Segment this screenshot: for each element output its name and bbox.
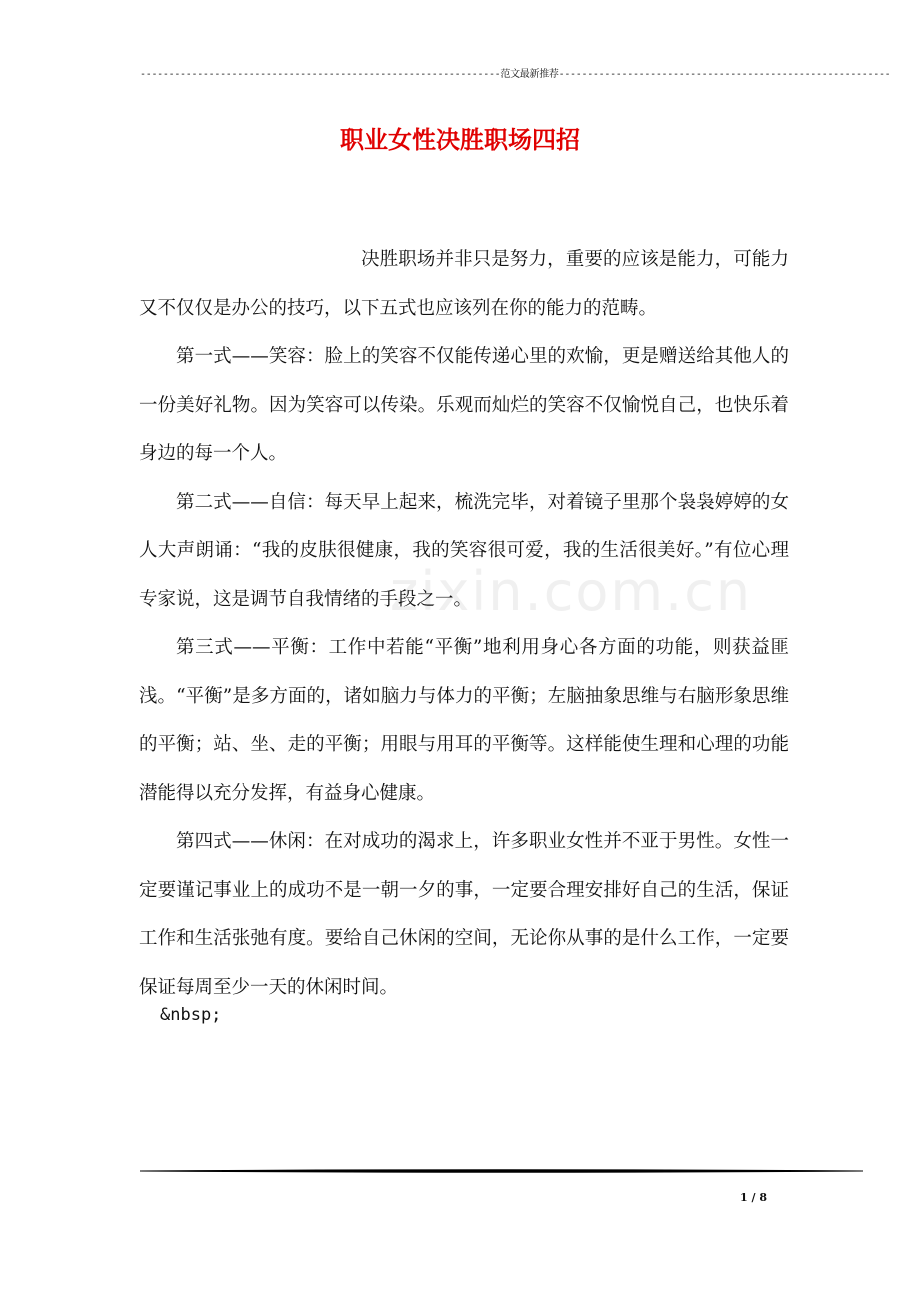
trailing-text: &nbsp; xyxy=(160,1005,222,1025)
page-header-banner: ---------------------------------------------------------------范文最新推荐---------------------------------------------------------- xyxy=(140,69,891,80)
paragraph-balance: 第三式——平衡：工作中若能“平衡”地利用身心各方面的功能，则获益匪浅。“平衡”是多方面的，诸如脑力与体力的平衡；左脑抽象思维与右脑形象思维的平衡；站、坐、走的平衡；用眼与用耳的平衡等。这样能使生理和心理的功能潜能得以充分发挥，有益身心健康。 xyxy=(139,637,789,804)
watermark: zixin.com.cn xyxy=(390,560,753,623)
page-number: 1 / 8 xyxy=(740,1191,767,1204)
intro-paragraph: 决胜职场并非只是努力，重要的应该是能力，可能力又不仅仅是办公的技巧，以下五式也应该列在你的能力的范畴。 xyxy=(139,249,789,319)
document-body xyxy=(139,236,789,1012)
footer-divider xyxy=(140,1164,863,1180)
paragraph-smile: 第一式——笑容：脸上的笑容不仅能传递心里的欢愉，更是赠送给其他人的一份美好礼物。因为笑容可以传染。乐观而灿烂的笑容不仅愉悦自己，也快乐着身边的每一个人。 xyxy=(139,346,789,464)
paragraph-leisure: 第四式——休闲：在对成功的渴求上，许多职业女性并不亚于男性。女性一定要谨记事业上的成功不是一朝一夕的事，一定要合理安排好自己的生活，保证工作和生活张弛有度。要给自己休闲的空间，无论你从事的是什么工作，一定要保证每周至少一天的休闲时间。 xyxy=(139,831,789,998)
document-title: 职业女性决胜职场四招 xyxy=(340,125,580,154)
paragraph-confidence: 第二式——自信：每天早上起来，梳洗完毕，对着镜子里那个袅袅婷婷的女人大声朗诵：“我的皮肤很健康，我的笑容很可爱，我的生活很美好。”有位心理专家说，这是调节自我情绪的手段之一。 xyxy=(139,491,789,610)
